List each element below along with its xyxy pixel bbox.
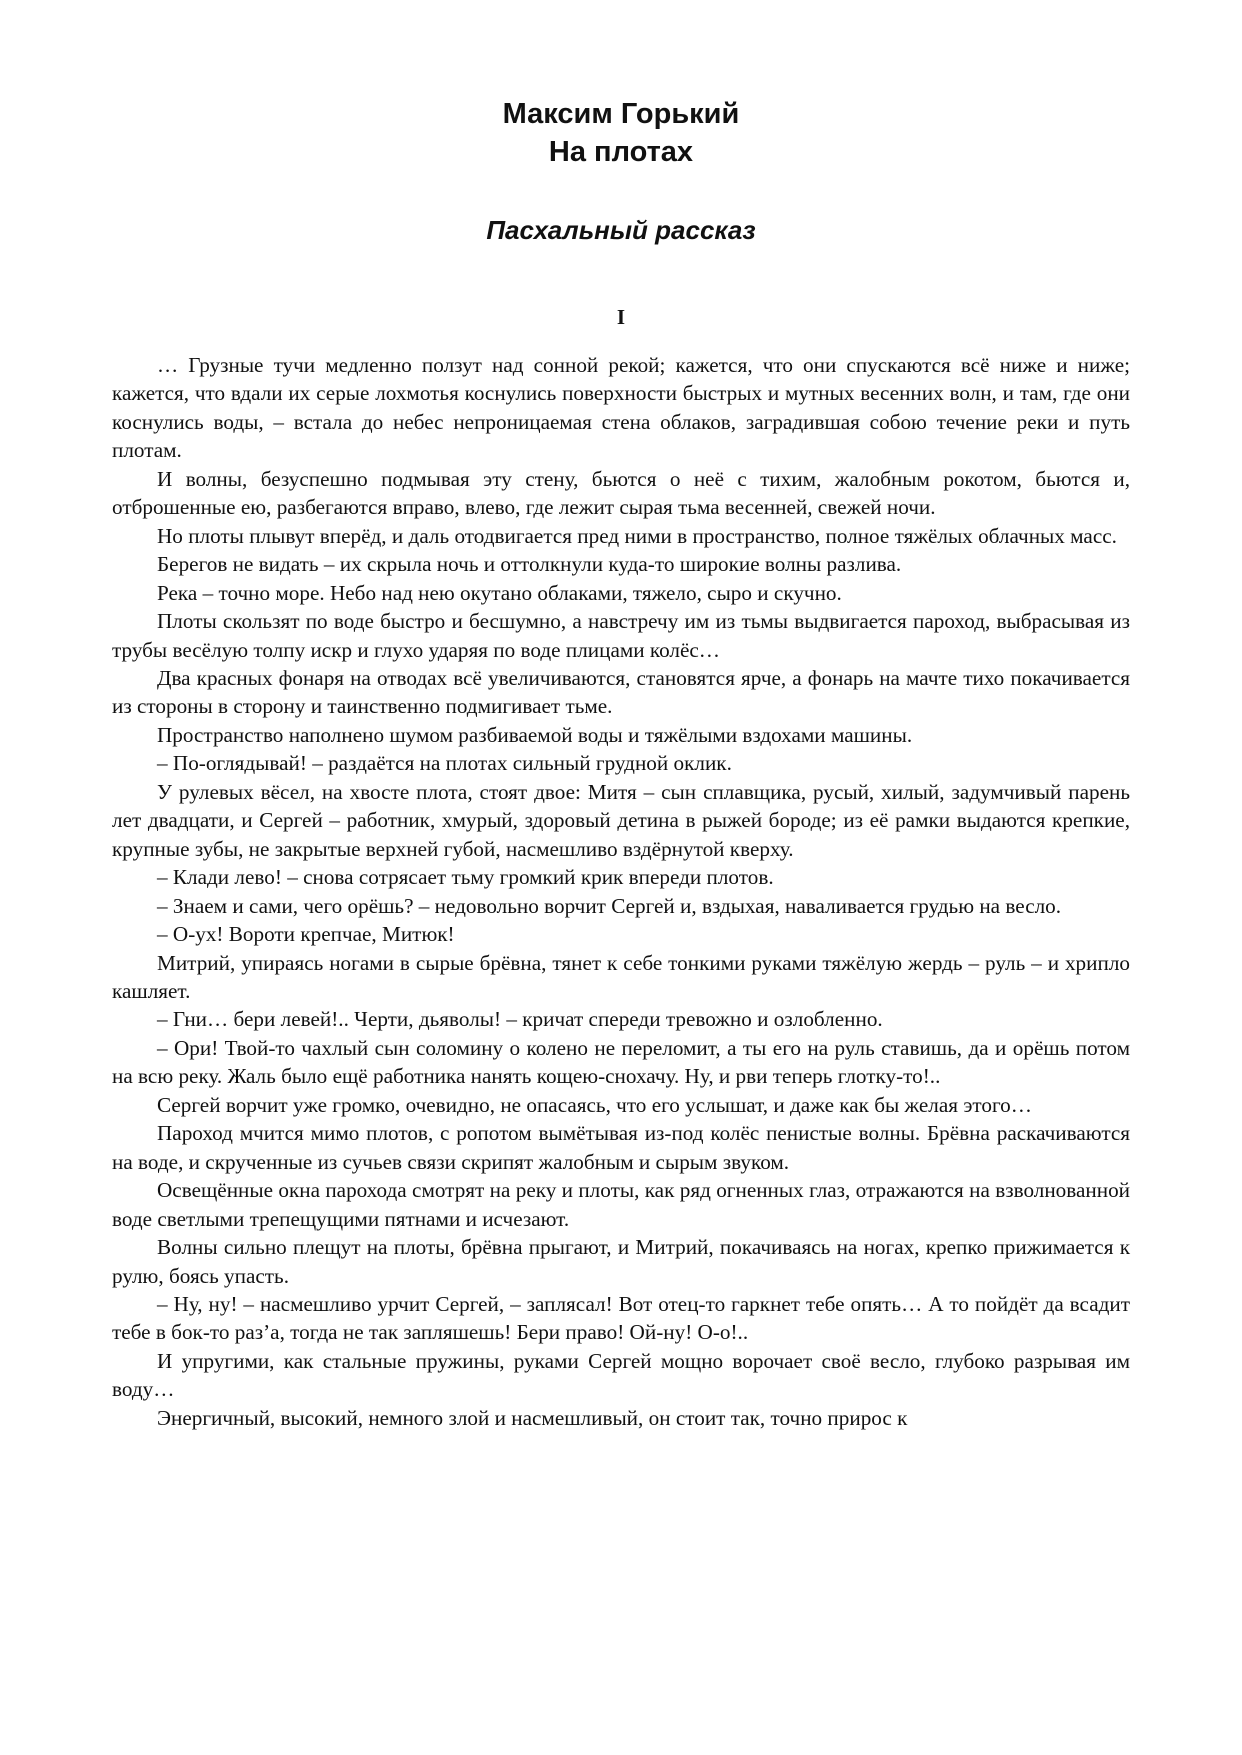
- paragraph: – Клади лево! – снова сотрясает тьму громкий крик впереди плотов.: [157, 865, 774, 890]
- paragraph: Плоты скользят по воде быстро и бесшумно, а навстречу им из тьмы выдвигается пароход, выбрасывая из трубы весёлую толпу искр и глухо ударяя по воде плицами колёс…: [112, 609, 1130, 662]
- paragraph: – Знаем и сами, чего орёшь? – недовольно ворчит Сергей и, вздыхая, наваливается грудью на весло.: [157, 893, 1062, 918]
- story-title: На плотах: [548, 136, 694, 168]
- chapter-number: I: [616, 305, 626, 329]
- paragraph: Но плоты плывут вперёд, и даль отодвигается пред ними в пространство, полное тяжёлых облачных масс.: [157, 523, 1117, 548]
- paragraph: – О-ух! Вороти крепчае, Митюк!: [157, 922, 455, 947]
- paragraph: Пространство наполнено шумом разбиваемой воды и тяжёлыми вздохами машины.: [157, 722, 913, 747]
- paragraph: – По-оглядывай! – раздаётся на плотах сильный грудной оклик.: [157, 751, 732, 776]
- story-body: [112, 351, 1130, 1432]
- paragraph: Два красных фонаря на отводах всё увеличиваются, становятся ярче, а фонарь на мачте тихо покачивается из стороны в сторону и таинственно подмигивает тьме.: [112, 665, 1130, 719]
- paragraph: Волны сильно плещут на плоты, брёвна прыгают, и Митрий, покачиваясь на ногах, крепко прижимается к рулю, боясь упасть.: [112, 1235, 1130, 1288]
- paragraph: – Ори! Твой-то чахлый сын соломину о колено не переломит, а ты его на руль ставишь, да и орёшь потом на всю реку. Жаль было ещё работника нанять кощею-снохачу. Ну, и рви теперь глотку-то!..: [112, 1035, 1130, 1089]
- paragraph: И волны, безуспешно подмывая эту стену, бьются о неё с тихим, жалобным рокотом, бьются и, отброшенные ею, разбегаются вправо, влево, где лежит сырая тьма весенней, свежей ночи.: [112, 466, 1130, 520]
- paragraph: Митрий, упираясь ногами в сырые брёвна, тянет к себе тонкими руками тяжёлую жердь – руль – и хрипло кашляет.: [112, 950, 1130, 1003]
- paragraph: Освещённые окна парохода смотрят на реку и плоты, как ряд огненных глаз, отражаются на взволнованной воде светлыми трепещущими пятнами и исчезают.: [112, 1178, 1130, 1231]
- paragraph: Сергей ворчит уже громко, очевидно, не опасаясь, что его услышат, и даже как бы желая этого…: [157, 1092, 1032, 1117]
- document-page: [112, 95, 1130, 1432]
- paragraph: – Гни… бери левей!.. Черти, дьяволы! – кричат спереди тревожно и озлобленно.: [157, 1007, 883, 1032]
- paragraph: Энергичный, высокий, немного злой и насмешливый, он стоит так, точно прирос к: [157, 1405, 908, 1430]
- paragraph: … Грузные тучи медленно ползут над сонной рекой; кажется, что они спускаются всё ниже и ниже; кажется, что вдали их серые лохмотья коснулись поверхности быстрых и мутных весенних волн, и там, где они коснулись воды, – встала до небес непроницаемая стена облаков, заградившая собою течение реки и путь плотам.: [112, 353, 1130, 463]
- story-subtitle: Пасхальный рассказ: [486, 215, 756, 245]
- paragraph: Берегов не видать – их скрыла ночь и оттолкнули куда-то широкие волны разлива.: [157, 552, 902, 577]
- paragraph: И упругими, как стальные пружины, руками Сергей мощно ворочает своё весло, глубоко разрывая им воду…: [112, 1348, 1130, 1402]
- paragraph: У рулевых вёсел, на хвосте плота, стоят двое: Митя – сын сплавщика, русый, хилый, задумчивый парень лет двадцати, и Сергей – работник, хмурый, здоровый детина в рыжей бороде; из её рамки выдаются крепкие, крупные зубы, не закрытые верхней губой, насмешливо вздёрнутой кверху.: [112, 779, 1130, 861]
- paragraph: – Ну, ну! – насмешливо урчит Сергей, – заплясал! Вот отец-то гаркнет тебе опять… А то пойдёт да всадит тебе в бок-то раз’а, тогда не так запляшешь! Бери право! Ой-ну! О-о!..: [112, 1291, 1130, 1345]
- author-name: Максим Горький: [502, 98, 740, 130]
- paragraph: Пароход мчится мимо плотов, с ропотом вымётывая из-под колёс пенистые волны. Брёвна раскачиваются на воде, и скрученные из сучьев связи скрипят жалобным и сырым звуком.: [112, 1121, 1130, 1174]
- paragraph: Река – точно море. Небо над нею окутано облаками, тяжело, сыро и скучно.: [157, 580, 842, 605]
